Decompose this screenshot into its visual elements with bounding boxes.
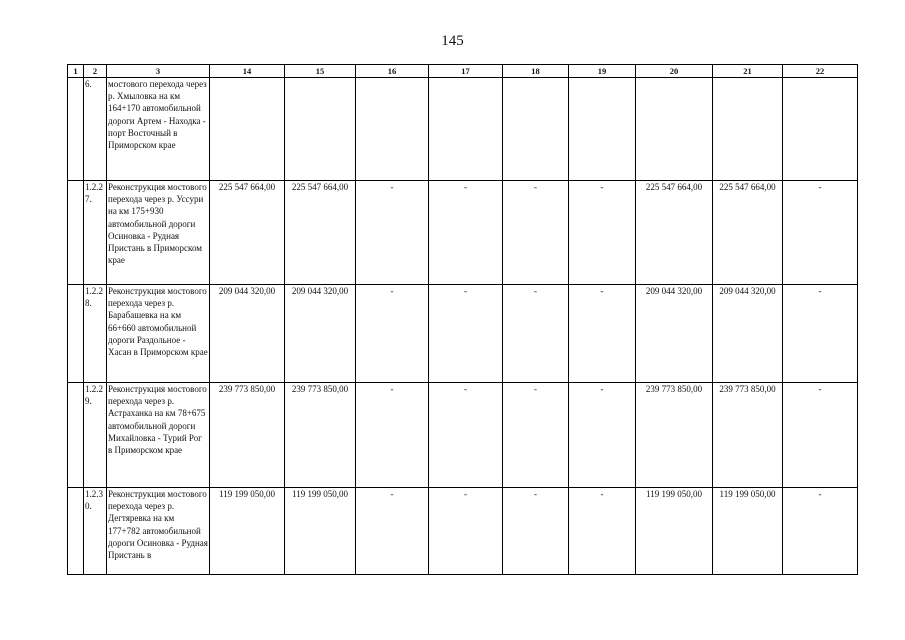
header-cell: 20 [636,65,713,78]
col-21-cell: 225 547 664,00 [713,181,783,285]
col-19-cell: - [569,181,636,285]
header-cell: 18 [503,65,569,78]
col-17-cell: - [429,181,503,285]
col-17-cell [429,78,503,181]
col-20-cell: 119 199 050,00 [636,488,713,575]
col-18-cell [503,78,569,181]
header-cell: 15 [285,65,356,78]
row-name: Реконструкция мостового перехода через р. Уссури на км 175+930 автомобильной дороги Осиновка - Рудная Пристань в Приморском крае [107,181,210,285]
row-name: Реконструкция мостового перехода через р. Астраханка на км 78+675 автомобильной дороги Михайловка - Турий Рог в Приморском крае [107,383,210,488]
header-cell: 17 [429,65,503,78]
col-19-cell: - [569,488,636,575]
col-22-cell: - [783,488,858,575]
header-cell: 1 [68,65,84,78]
row-name: Реконструкция мостового перехода через р. Дегтяревка на км 177+782 автомобильной дороги Осиновка - Рудная Пристань в [107,488,210,575]
col-14-cell: 225 547 664,00 [210,181,285,285]
table-row [68,488,858,575]
col-1-cell [68,488,84,575]
col-1-cell [68,285,84,383]
col-17-cell: - [429,383,503,488]
col-1-cell [68,78,84,181]
row-number: 1.2.2 9. [84,383,107,488]
table-row [68,383,858,488]
col-18-cell: - [503,383,569,488]
row-number: 1.2.2 7. [84,181,107,285]
col-15-cell: 209 044 320,00 [285,285,356,383]
header-cell: 16 [356,65,429,78]
col-16-cell: - [356,383,429,488]
col-21-cell [713,78,783,181]
col-14-cell: 119 199 050,00 [210,488,285,575]
table-row [68,285,858,383]
col-15-cell [285,78,356,181]
col-22-cell: - [783,383,858,488]
col-18-cell: - [503,181,569,285]
header-cell: 22 [783,65,858,78]
col-16-cell [356,78,429,181]
data-table [67,64,858,575]
col-20-cell [636,78,713,181]
col-16-cell: - [356,181,429,285]
col-22-cell: - [783,181,858,285]
col-19-cell [569,78,636,181]
col-17-cell: - [429,488,503,575]
page-number: 145 [441,33,464,49]
row-name: мостового перехода через р. Хмыловка на км 164+170 автомобильной дороги Артем - Находка - порт Восточный в Приморском крае [107,78,210,181]
col-1-cell [68,383,84,488]
row-number: 1.2.3 0. [84,488,107,575]
header-cell: 3 [107,65,210,78]
col-17-cell: - [429,285,503,383]
col-21-cell: 239 773 850,00 [713,383,783,488]
header-cell: 2 [84,65,107,78]
col-1-cell [68,181,84,285]
col-19-cell: - [569,383,636,488]
col-19-cell: - [569,285,636,383]
col-20-cell: 209 044 320,00 [636,285,713,383]
col-14-cell [210,78,285,181]
col-18-cell: - [503,285,569,383]
col-22-cell [783,78,858,181]
col-14-cell: 209 044 320,00 [210,285,285,383]
table-row [68,181,858,285]
header-cell: 21 [713,65,783,78]
col-21-cell: 119 199 050,00 [713,488,783,575]
table-row [68,78,858,181]
col-15-cell: 225 547 664,00 [285,181,356,285]
col-14-cell: 239 773 850,00 [210,383,285,488]
col-15-cell: 239 773 850,00 [285,383,356,488]
row-number: 6. [84,78,107,181]
col-20-cell: 225 547 664,00 [636,181,713,285]
header-row [68,65,858,78]
header-cell: 19 [569,65,636,78]
col-18-cell: - [503,488,569,575]
row-number: 1.2.2 8. [84,285,107,383]
col-22-cell: - [783,285,858,383]
row-name: Реконструкция мостового перехода через р. Барабашевка на км 66+660 автомобильной дороги Раздольное - Хасан в Приморском крае [107,285,210,383]
col-21-cell: 209 044 320,00 [713,285,783,383]
col-16-cell: - [356,285,429,383]
col-15-cell: 119 199 050,00 [285,488,356,575]
col-16-cell: - [356,488,429,575]
col-20-cell: 239 773 850,00 [636,383,713,488]
header-cell: 14 [210,65,285,78]
